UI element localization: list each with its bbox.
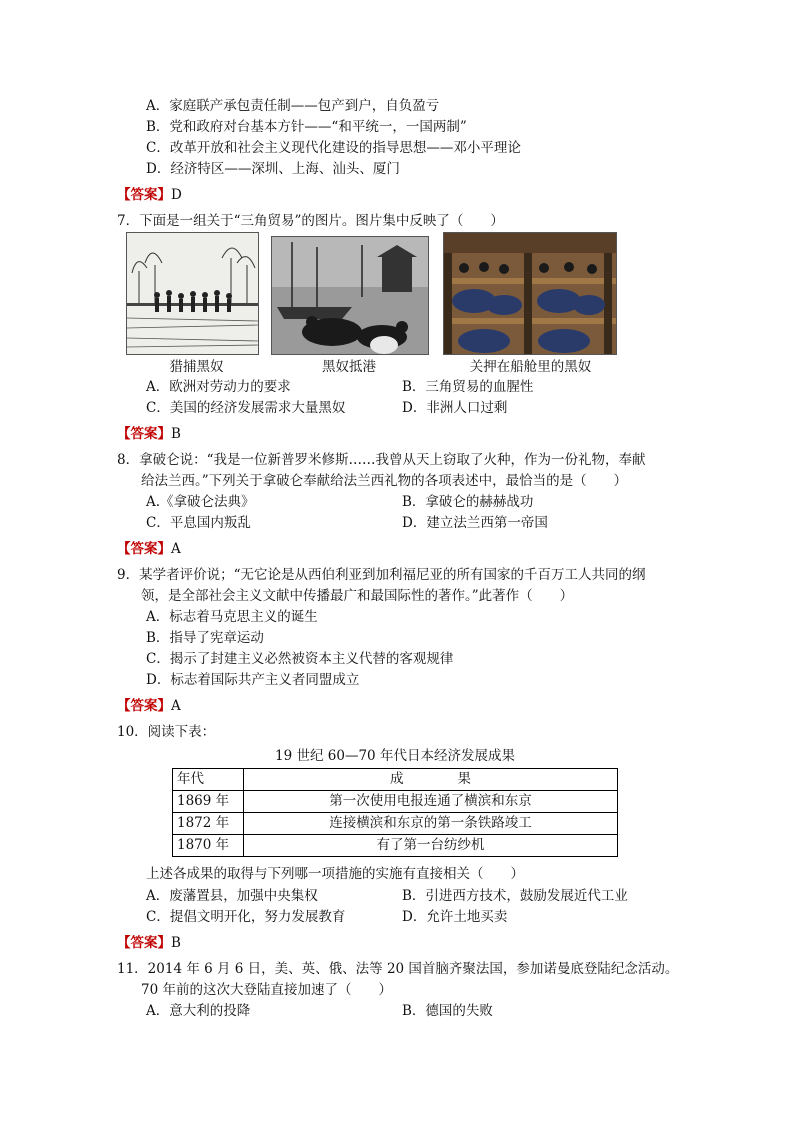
q8-option-a: A.《拿破仑法典》 <box>146 494 255 510</box>
q6-option-a: A．家庭联产承包责任制——包产到户，自负盈亏 <box>146 98 440 114</box>
q7-caption-2: 黑奴抵港 <box>322 359 376 375</box>
q6-option-b: B．党和政府对台基本方针——“和平统一，一国两制” <box>146 119 467 135</box>
q9-option-a: A．标志着马克思主义的诞生 <box>146 609 318 625</box>
q11-option-b: B．德国的失败 <box>402 1003 493 1019</box>
q9-option-c: C．揭示了封建主义必然被资本主义代替的客观规律 <box>146 651 454 667</box>
q7-image-arrival <box>271 236 429 355</box>
q10-option-b: B．引进西方技术，鼓励发展近代工业 <box>402 888 628 904</box>
q9-option-b: B．指导了宪章运动 <box>146 630 264 646</box>
table-row <box>173 835 618 857</box>
table-cell-result: 连接横滨和东京的第一条铁路竣工 <box>244 813 618 835</box>
q6-option-d: D．经济特区——深圳、上海、汕头、厦门 <box>146 161 400 177</box>
q7-stem: 7．下面是一组关于“三角贸易”的图片。图片集中反映了（ ） <box>117 213 504 229</box>
table-cell-result: 有了第一台纺纱机 <box>244 835 618 857</box>
q7-image-hunting-slaves <box>126 232 259 355</box>
q6-option-c: C．改革开放和社会主义现代化建设的指导思想——邓小平理论 <box>146 140 521 156</box>
q6-answer: 【答案】D <box>117 187 182 203</box>
q10-option-c: C．提倡文明开化，努力发展教育 <box>146 909 346 925</box>
table-row <box>173 791 618 813</box>
q7-option-c: C．美国的经济发展需求大量黑奴 <box>146 400 346 416</box>
q8-option-b: B．拿破仑的赫赫战功 <box>402 494 534 510</box>
slave-ship-arrival-illustration <box>272 237 428 354</box>
q10-option-a: A．废藩置县，加强中央集权 <box>146 888 318 904</box>
table-cell-year: 1869 年 <box>173 791 244 813</box>
q11-option-a: A．意大利的投降 <box>146 1003 251 1019</box>
q9-answer: 【答案】A <box>117 698 181 714</box>
q7-option-d: D．非洲人口过剩 <box>402 400 508 416</box>
ship-hold-illustration <box>444 233 616 354</box>
q11-stem-line1: 11．2014 年 6 月 6 日，美、英、俄、法等 20 国首脑齐聚法国，参加诺曼底登陆纪念活动。 <box>117 961 679 977</box>
q8-option-d: D．建立法兰西第一帝国 <box>402 515 548 531</box>
q11-stem-line2: 70 年前的这次大登陆直接加速了（ ） <box>141 982 392 998</box>
q7-option-b: B．三角贸易的血腥性 <box>402 379 534 395</box>
q9-stem-line1: 9．某学者评价说；“无它论是从西伯利亚到加利福尼亚的所有国家的千百万工人共同的纲 <box>117 567 646 583</box>
q10-results-table <box>172 768 618 857</box>
slave-hunting-illustration <box>127 233 258 354</box>
q9-option-d: D．标志着国际共产主义者同盟成立 <box>146 672 360 688</box>
table-header-cell: 成 果 <box>244 769 618 791</box>
table-cell-year: 1870 年 <box>173 835 244 857</box>
q9-stem-line2: 领，是全部社会主义文献中传播最广和最国际性的著作。”此著作（ ） <box>141 588 574 604</box>
q7-image-ship-hold <box>443 232 617 355</box>
q8-option-c: C．平息国内叛乱 <box>146 515 251 531</box>
table-header-cell: 年代 <box>173 769 244 791</box>
q10-option-d: D．允许土地买卖 <box>402 909 508 925</box>
q10-stem: 10．阅读下表： <box>117 724 216 740</box>
table-row <box>173 813 618 835</box>
q7-option-a: A．欧洲对劳动力的要求 <box>146 379 291 395</box>
q8-stem-line1: 8．拿破仑说：“我是一位新普罗米修斯……我曾从天上窃取了火种，作为一份礼物，奉献 <box>117 452 646 468</box>
q10-question: 上述各成果的取得与下列哪一项措施的实施有直接相关（ ） <box>146 866 524 882</box>
table-cell-year: 1872 年 <box>173 813 244 835</box>
q10-table-title: 19 世纪 60—70 年代日本经济发展成果 <box>275 748 515 764</box>
q7-caption-1: 猎捕黑奴 <box>169 359 224 375</box>
q7-answer: 【答案】B <box>117 426 181 442</box>
table-header-row <box>173 769 618 791</box>
q8-answer: 【答案】A <box>117 541 181 557</box>
q8-stem-line2: 给法兰西。”下列关于拿破仑奉献给法兰西礼物的各项表述中，最恰当的是（ ） <box>141 473 628 489</box>
q10-answer: 【答案】B <box>117 935 181 951</box>
q7-caption-3: 关押在船舱里的黑奴 <box>469 359 592 375</box>
table-cell-result: 第一次使用电报连通了横滨和东京 <box>244 791 618 813</box>
